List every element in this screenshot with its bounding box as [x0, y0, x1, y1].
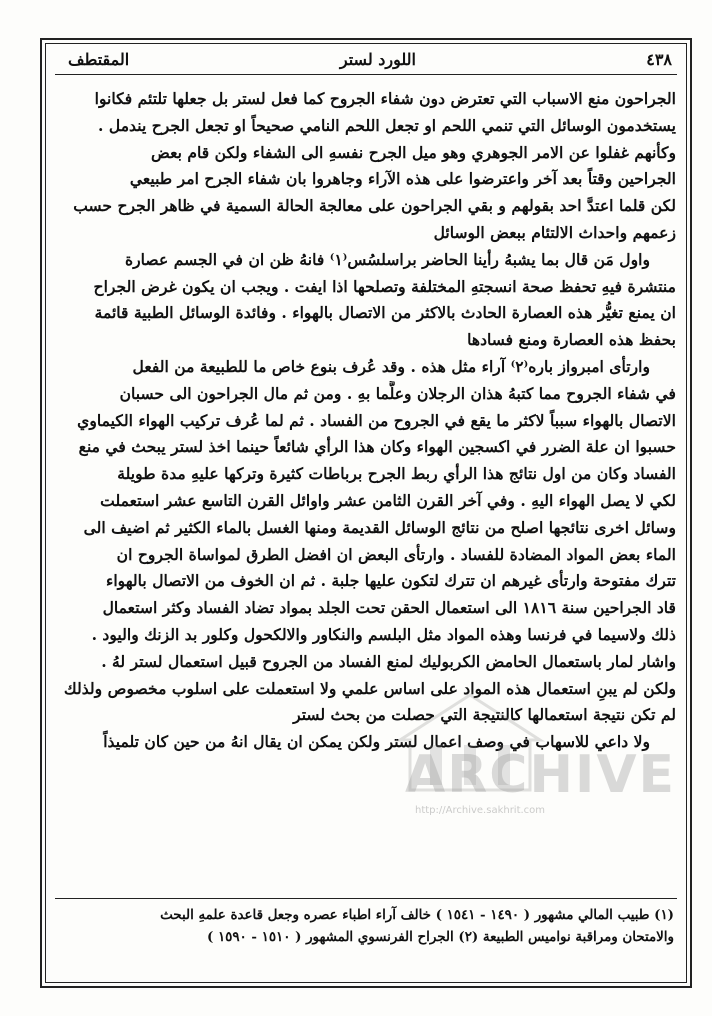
text-line: زعمهم واحداث الالتئام ببعض الوسائل [433, 222, 676, 242]
footnote-divider [55, 898, 677, 899]
running-header [62, 48, 676, 76]
text-line: لكي لا يصل الهواء اليهِ . وفي آخر القرن الثامن عشر واوائل القرن التاسع عشر استعملت [100, 490, 676, 510]
footnote-line: (١) طبيب المالي مشهور ( ١٤٩٠ - ١٥٤١ ) خالف آراء اطباء عصره وجعل قاعدة علمهِ البحث [160, 907, 674, 923]
article-body [58, 86, 676, 756]
text-line: في شفاء الجروح مما كتبهُ هذان الرجلان وعلَّما بهِ . ومن ثم مال الجراحون الى حسبان [119, 383, 676, 403]
text-line: قاد الجراحين سنة ١٨١٦ الى استعمال الحقن تحت الجلد بمواد تضاد الفساد وكثر استعمال [102, 598, 676, 618]
text-line: وسائل اخرى نتائجها اصلح من نتائج الوسائل القديمة ومنها الغسل بالماء الكثير ثم اضيف الى [83, 517, 676, 537]
text-line: وكأنهم غفلوا عن الامر الجوهري وهو ميل الجرح نفسهِ الى الشفاء ولكن قام بعض [150, 142, 676, 162]
footnotes [60, 904, 674, 948]
text-line: واول مَن قال بما يشبهُ رأينا الحاضر براسلسُس⁽١⁾ فانهُ ظن ان في الجسم عصارة [124, 249, 650, 269]
text-line: لكن قلما اعتدَّ احد بقولهم و بقي الجراحون على معالجة الحالة السمية في ظاهر الجرح حسب [73, 196, 676, 216]
text-line: لم تكن نتيجة استعمالها كالنتيجة التي حصلت من بحث لستر [293, 705, 676, 725]
watermark-url: http://Archive.sakhrit.com [415, 805, 546, 816]
journal-name: المقتطف [68, 50, 130, 69]
text-line: حسبوا ان علة الضرر في اكسجين الهواء وكان هذا الرأي شائعاً حينما اخذ لستر يبحث في منع [78, 437, 676, 457]
header-divider [55, 74, 677, 75]
text-line: ان يمنع تغيُّر هذه العصارة الحادث بالاكثر من الاتصال بالهواء . وفائدة الوسائل الطبية قائمة [94, 303, 676, 323]
page-number: ٤٣٨ [646, 50, 672, 69]
text-line: تترك مفتوحة وارتأى غيرهم ان تترك لتكون عليها جلبة . ثم ان الخوف من الاتصال بالهواء [106, 571, 676, 591]
watermark-brand: ARCHIVE [405, 745, 677, 805]
text-line: يستخدمون الوسائل التي تنمي اللحم او تجعل اللحم النامي صحيحاً او تجعل الجرح يندمل . [98, 115, 676, 135]
text-line: الاتصال بالهواء سبباً لاكثر ما يقع في الجروح من الفساد . ثم لما عُرف تركيب الهواء الكيماوي [77, 410, 676, 430]
text-line: وارتأى امبرواز باره⁽٢⁾ آراء مثل هذه . وقد عُرف بنوع خاص ما للطبيعة من الفعل [132, 356, 650, 376]
text-line: بحفظ هذه العصارة ومنع فسادها [467, 330, 676, 350]
text-line: الجراحين وقتاً بعد آخر واعترضوا على هذه الآراء وجاهروا بان شفاء الجرح امر طبيعي [129, 169, 676, 189]
text-line: ذلك ولاسيما في فرنسا وهذه المواد مثل البلسم والنكاور والالكحول وكلور بد الزنك واليود . [91, 624, 676, 644]
text-line: الفساد وكان من اول نتائج هذا الرأي ربط الجرح برباطات كثيرة وتركها عليهِ مدة طويلة [117, 464, 676, 484]
text-line: الجراحون منع الاسباب التي تعترض دون شفاء الجروح كما فعل لستر بل جعلها تلتئم فكانوا [94, 89, 676, 108]
footnote-line: والامتحان ومراقبة نواميس الطبيعة (٢) الجراح الفرنسوي المشهور ( ١٥١٠ - ١٥٩٠ ) [206, 929, 674, 945]
running-title: اللورد لستر [339, 50, 416, 69]
text-line: منتشرة فيهِ تحفظ صحة انسجتهِ المختلفة وتصلحها اذا ايفت . ويجب ان يكون غرض الجراح [93, 276, 676, 296]
text-line: ولكن لم يبنِ استعمال هذه المواد على اساس علمي ولا استعملت على اسلوب مخصوص ولذلك [63, 678, 676, 698]
text-line: واشار لمار باستعمال الحامض الكربوليك لمنع الفساد من الجروح قبيل استعمال لستر لهُ . [101, 651, 676, 671]
text-line: ولا داعي للاسهاب في وصف اعمال لستر ولكن يمكن ان يقال انهُ من حين كان تلميذاً [103, 732, 650, 752]
text-line: الماء بعض المواد المضادة للفساد . وارتأى البعض ان افضل الطرق لمواساة الجروح ان [116, 544, 676, 564]
